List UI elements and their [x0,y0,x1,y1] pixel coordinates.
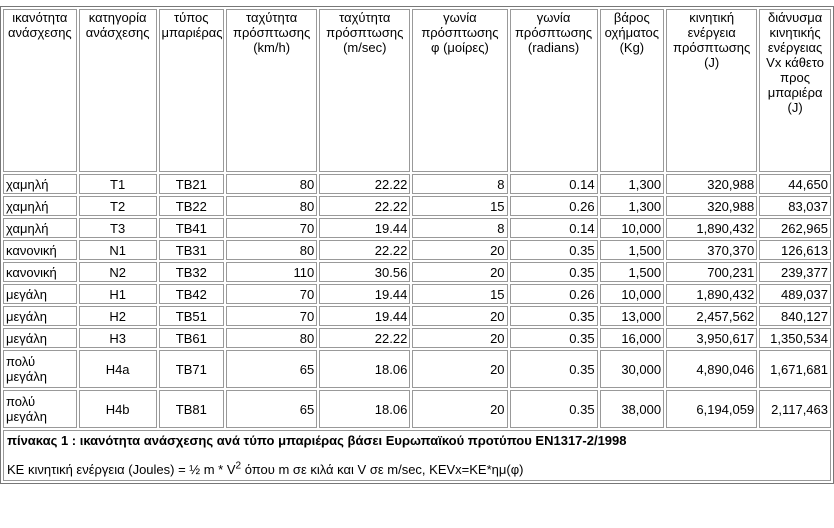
table-cell: μεγάλη [3,284,77,304]
header-barrier-type: τύπος μπαριέρας [159,9,225,172]
table-cell: 30.56 [319,262,410,282]
table-cell: 80 [226,328,317,348]
table-cell: 0.35 [510,306,598,326]
table-cell: 19.44 [319,284,410,304]
table-cell: 19.44 [319,218,410,238]
table-cell: 0.35 [510,262,598,282]
formula-text-after: όπου m σε κιλά και V σε m/sec, KEVx=KE*ημ(φ) [241,462,524,477]
table-cell: 10,000 [600,284,665,304]
table-cell: 70 [226,284,317,304]
table-cell: 1,500 [600,240,665,260]
table-row [3,350,831,388]
table-cell: χαμηλή [3,196,77,216]
table-cell: TB22 [159,196,225,216]
table-cell: 1,300 [600,174,665,194]
table-cell: 22.22 [319,240,410,260]
table-cell: 15 [412,196,507,216]
table-cell: 1,890,432 [666,284,757,304]
table-cell: μεγάλη [3,306,77,326]
table-cell: 70 [226,306,317,326]
table-cell: 2,117,463 [759,390,831,428]
table-cell: TB42 [159,284,225,304]
table-cell: 0.35 [510,328,598,348]
table-cell: 126,613 [759,240,831,260]
table-cell: 22.22 [319,196,410,216]
table-cell: 3,950,617 [666,328,757,348]
table-cell: κανονική [3,262,77,282]
table-cell: TB41 [159,218,225,238]
table-cell: 65 [226,350,317,388]
table-cell: 489,037 [759,284,831,304]
table-cell: 0.14 [510,174,598,194]
table-cell: 20 [412,306,507,326]
table-cell: 1,500 [600,262,665,282]
table-cell: TB21 [159,174,225,194]
table-cell: 44,650 [759,174,831,194]
table-row [3,196,831,216]
table-cell: 65 [226,390,317,428]
table-cell: χαμηλή [3,218,77,238]
header-row [3,9,831,172]
table-cell: 700,231 [666,262,757,282]
table-cell: 8 [412,174,507,194]
table-cell: N2 [79,262,157,282]
table-cell: 262,965 [759,218,831,238]
table-cell: H2 [79,306,157,326]
formula-text-before: KE κινητική ενέργεια (Joules) = ½ m * V [7,462,236,477]
table-cell: 20 [412,350,507,388]
table-cell: 2,457,562 [666,306,757,326]
table-cell: T3 [79,218,157,238]
table-cell: 0.35 [510,350,598,388]
header-energy-vector: διάνυσμα κινητικής ενέργειας Vx κάθετο προς μπαριέρα (J) [759,9,831,172]
table-cell: 83,037 [759,196,831,216]
table-cell: N1 [79,240,157,260]
table-cell: H3 [79,328,157,348]
table-cell: 6,194,059 [666,390,757,428]
table-cell: 22.22 [319,328,410,348]
table-cell: 0.35 [510,240,598,260]
table-cell: 20 [412,240,507,260]
table-cell: 0.26 [510,284,598,304]
table-cell: 20 [412,328,507,348]
table-row [3,174,831,194]
table-cell: 22.22 [319,174,410,194]
table-row [3,306,831,326]
table-cell: 80 [226,196,317,216]
table-cell: TB31 [159,240,225,260]
caption-cell [3,430,831,481]
table-cell: 110 [226,262,317,282]
table-cell: TB61 [159,328,225,348]
table-cell: χαμηλή [3,174,77,194]
table-cell: 1,671,681 [759,350,831,388]
table-row [3,328,831,348]
table-cell: H4a [79,350,157,388]
table-cell: 840,127 [759,306,831,326]
header-category: κατηγορία ανάσχεσης [79,9,157,172]
table-cell: H4b [79,390,157,428]
table-cell: 0.35 [510,390,598,428]
table-cell: 13,000 [600,306,665,326]
table-cell: πολύ μεγάλη [3,390,77,428]
table-cell: 20 [412,262,507,282]
table-caption: πίνακας 1 : ικανότητα ανάσχεσης ανά τύπο μπαριέρας βάσει Ευρωπαϊκού προτύπου EN1317-2/1998 [7,433,627,448]
table-cell: 1,300 [600,196,665,216]
table-cell: 18.06 [319,350,410,388]
table-cell: 80 [226,240,317,260]
table-cell: 320,988 [666,196,757,216]
table-cell: TB81 [159,390,225,428]
table-cell: 19.44 [319,306,410,326]
header-capacity: ικανότητα ανάσχεσης [3,9,77,172]
table-cell: πολύ μεγάλη [3,350,77,388]
table-row [3,218,831,238]
table-cell: 80 [226,174,317,194]
table-cell: 1,350,534 [759,328,831,348]
table-cell: TB51 [159,306,225,326]
table-cell: 4,890,046 [666,350,757,388]
table-cell: 0.26 [510,196,598,216]
table-cell: μεγάλη [3,328,77,348]
table-row [3,284,831,304]
table-cell: T2 [79,196,157,216]
table-cell: 8 [412,218,507,238]
table-row [3,240,831,260]
table-cell: 30,000 [600,350,665,388]
table-cell: H1 [79,284,157,304]
table-cell: 1,890,432 [666,218,757,238]
table-cell: 38,000 [600,390,665,428]
table-row [3,390,831,428]
table-cell: 15 [412,284,507,304]
table-cell: TB32 [159,262,225,282]
header-vehicle-weight: βάρος οχήματος (Kg) [600,9,665,172]
barrier-energy-table [0,6,834,484]
table-cell: 0.14 [510,218,598,238]
header-speed-ms: ταχύτητα πρόσπτωσης (m/sec) [319,9,410,172]
formula-exponent: 2 [235,460,242,472]
header-speed-kmh: ταχύτητα πρόσπτωσης (km/h) [226,9,317,172]
header-angle-rad: γωνία πρόσπτωσης (radians) [510,9,598,172]
energy-formula [7,462,827,478]
table-cell: 16,000 [600,328,665,348]
header-kinetic-energy: κινητική ενέργεια πρόσπτωσης (J) [666,9,757,172]
table-row [3,262,831,282]
table-cell: 20 [412,390,507,428]
header-angle-deg: γωνία πρόσπτωσης φ (μοίρες) [412,9,507,172]
table-cell: 320,988 [666,174,757,194]
table-cell: 370,370 [666,240,757,260]
table-cell: 70 [226,218,317,238]
table-cell: TB71 [159,350,225,388]
table-cell: T1 [79,174,157,194]
table-cell: κανονική [3,240,77,260]
table-cell: 18.06 [319,390,410,428]
table-cell: 10,000 [600,218,665,238]
table-cell: 239,377 [759,262,831,282]
